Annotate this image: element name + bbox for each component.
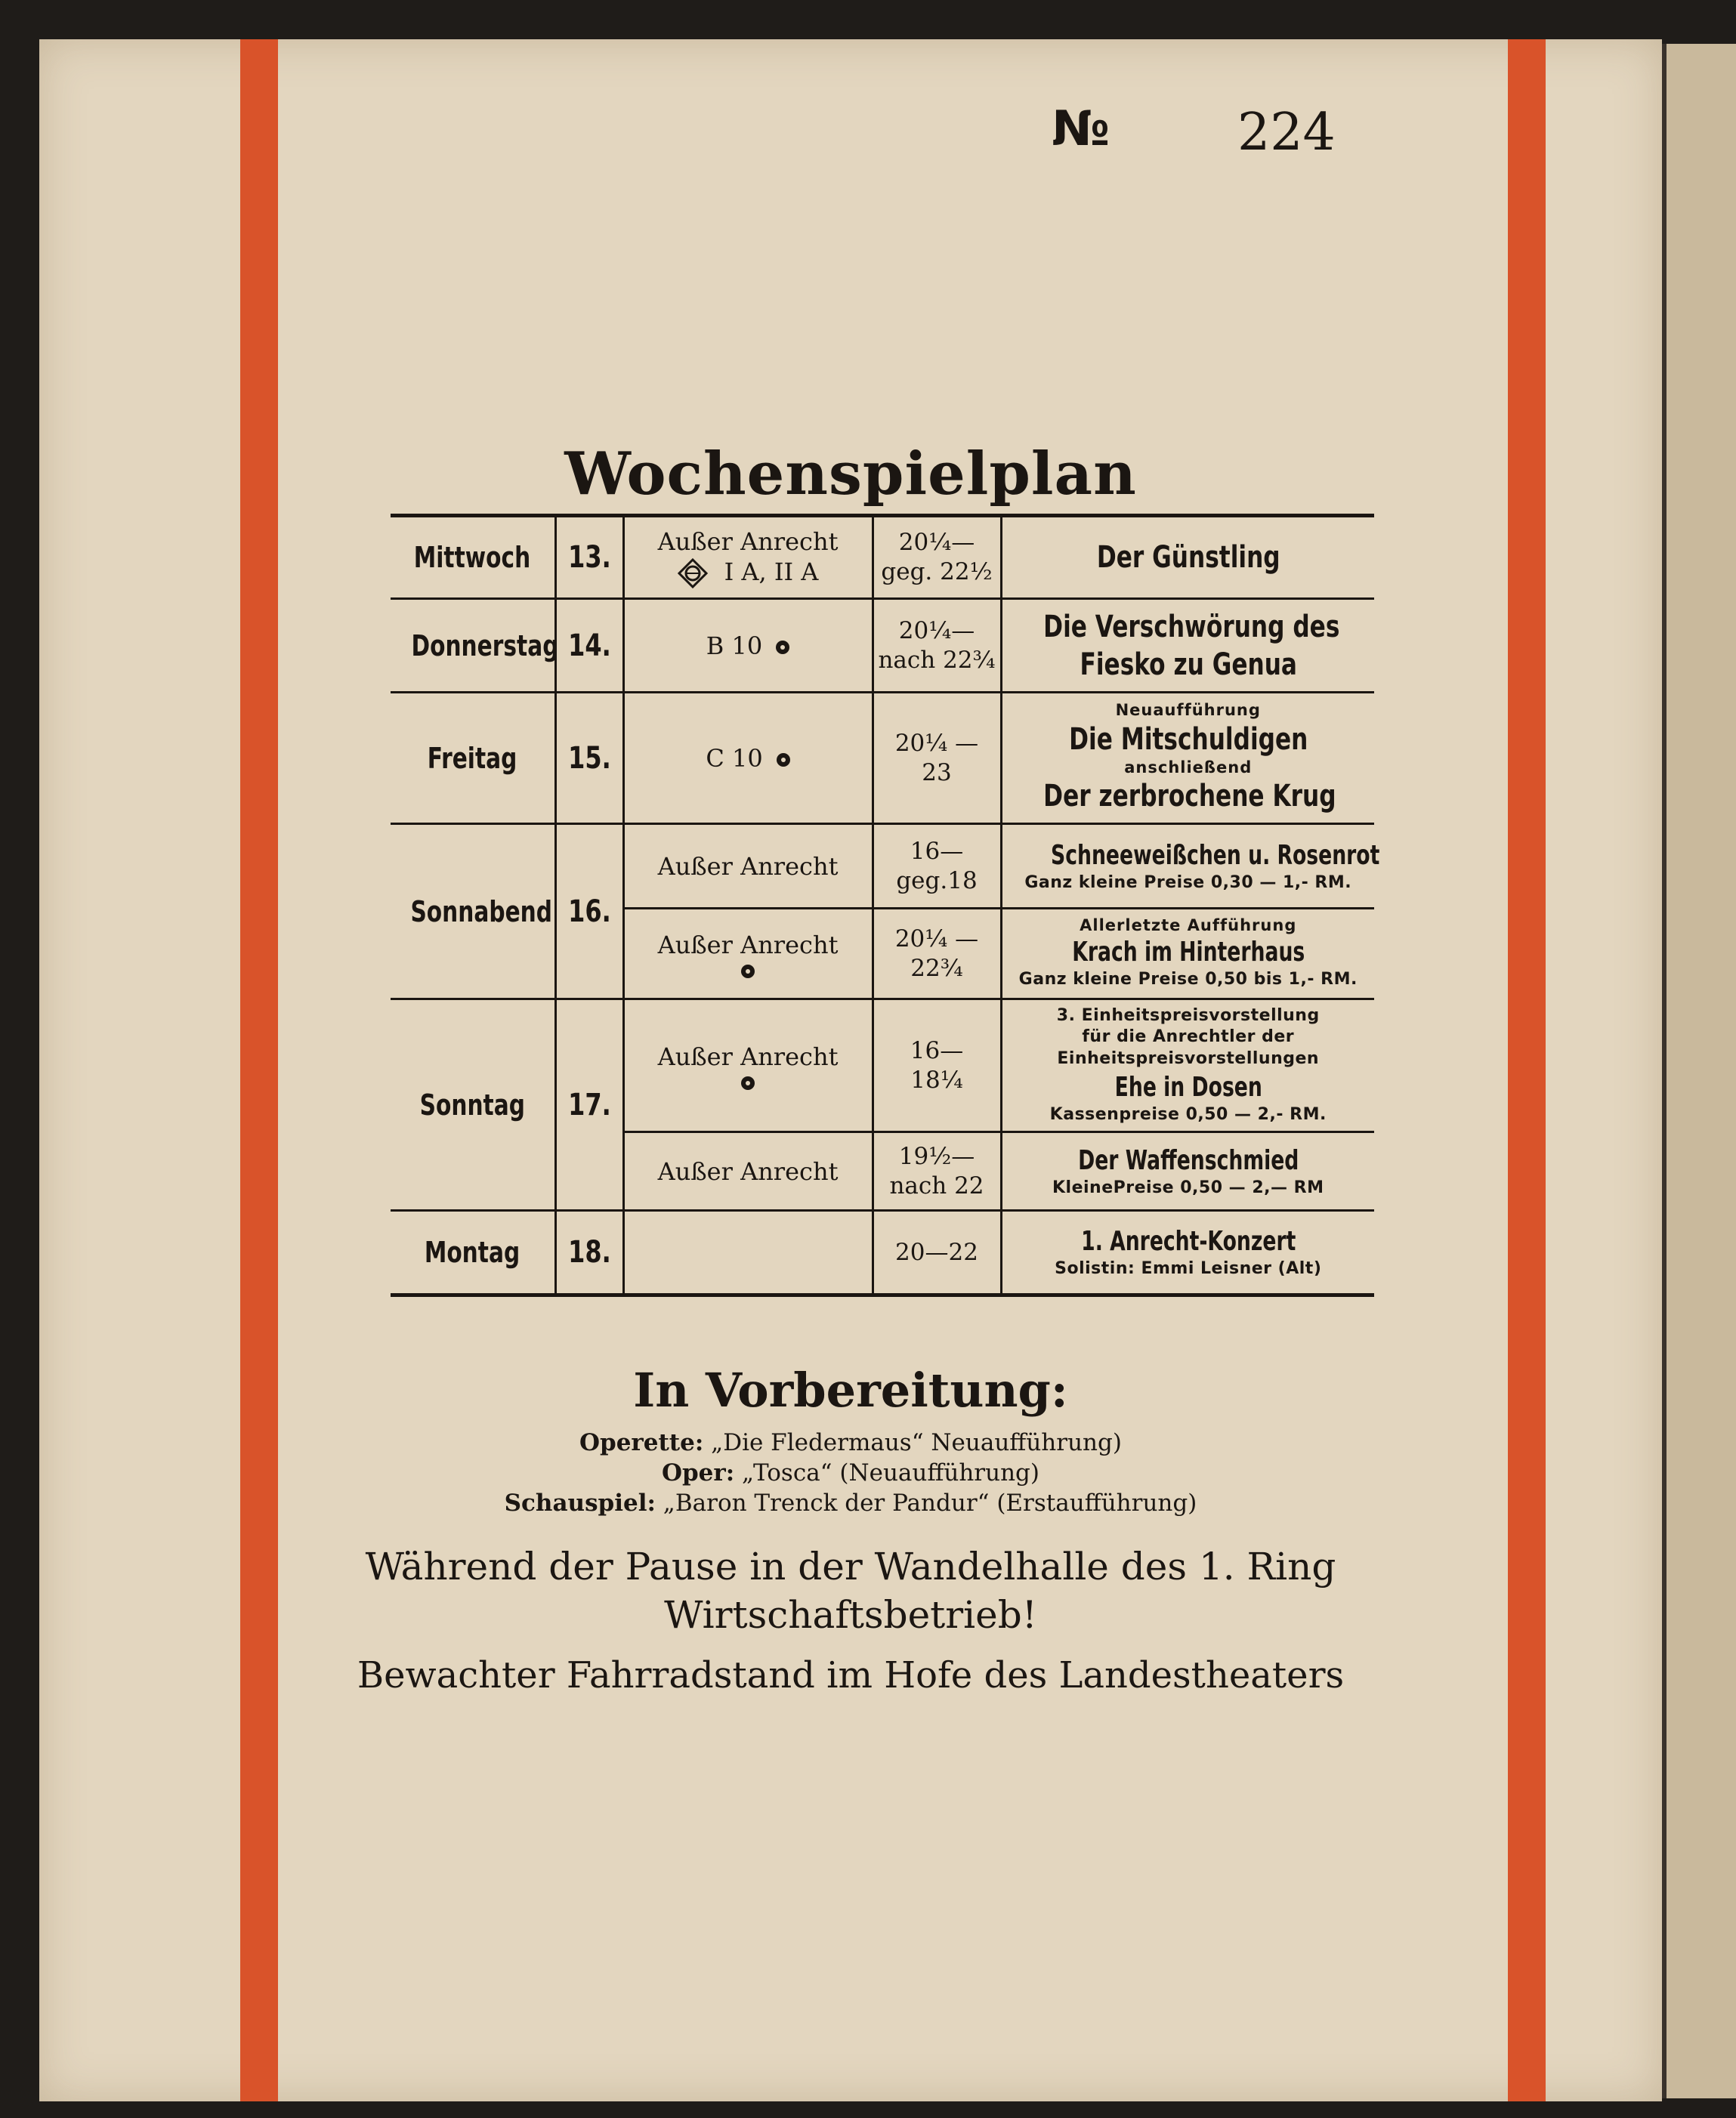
- subscription-cell: [623, 909, 873, 999]
- time-cell: [873, 909, 1001, 999]
- preparation-heading: In Vorbereitung:: [633, 1363, 1068, 1418]
- time-cell: [873, 824, 1001, 909]
- time-start: 20¼ —: [894, 729, 979, 757]
- list-item: [39, 1488, 1662, 1518]
- play-note-2: für die Anrechtler der: [1082, 1027, 1295, 1047]
- play-note-3: Einheitspreisvorstellungen: [1057, 1049, 1320, 1068]
- table-row: [391, 999, 1374, 1132]
- play-title: Schneeweißchen u. Rosenrot: [1050, 839, 1379, 871]
- ticket-prices: KleinePreise 0,50 — 2,— RM: [1052, 1178, 1324, 1197]
- program-cell: [1001, 909, 1374, 999]
- day-name: Montag: [425, 1236, 520, 1269]
- concert-title: 1. Anrecht-Konzert: [1080, 1226, 1296, 1258]
- play-title: Ehe in Dosen: [1114, 1071, 1262, 1103]
- subscription-text: Außer Anrecht: [657, 1042, 839, 1071]
- time-end: 23: [922, 758, 952, 786]
- time-range: 20—22: [895, 1238, 978, 1266]
- play-note: 3. Einheitspreisvorstellung: [1056, 1005, 1320, 1025]
- time-start: 16—: [910, 1036, 964, 1064]
- work-title: „Baron Trenck der Pandur“ (Erstaufführung): [663, 1490, 1197, 1517]
- genre-label: Schauspiel:: [504, 1490, 656, 1517]
- time-start: 20¼—: [898, 529, 975, 557]
- subscription-cell: [623, 1132, 873, 1211]
- day-cell: [391, 693, 555, 824]
- time-end: 18¼: [910, 1066, 963, 1094]
- day-name: Freitag: [427, 741, 517, 775]
- day-name: Donnerstag: [411, 628, 559, 662]
- next-page-edge: [1662, 44, 1736, 2098]
- notice-line-1: Während der Pause in der Wandelhalle des 1. Ring: [365, 1545, 1336, 1588]
- day-date: 17.: [567, 1087, 611, 1122]
- time-cell: [873, 516, 1001, 599]
- time-cell: [873, 1211, 1001, 1295]
- left-orange-stripe: [240, 39, 278, 2101]
- date-cell: [555, 824, 623, 999]
- day-cell: [391, 599, 559, 693]
- table-row: [391, 824, 1374, 909]
- program-cell: [1001, 1132, 1374, 1211]
- notice-line-2: Wirtschaftsbetrieb!: [664, 1593, 1037, 1637]
- program-cell: [1001, 824, 1379, 909]
- number-sign: №: [1052, 101, 1111, 157]
- ticket-prices: Ganz kleine Preise 0,30 — 1,- RM.: [1024, 872, 1352, 892]
- day-cell: [391, 824, 555, 999]
- bicycle-notice: Bewachter Fahrradstand im Hofe des Landestheaters: [357, 1654, 1345, 1697]
- list-item: [39, 1428, 1662, 1458]
- day-name: Sonnabend: [410, 894, 553, 928]
- page-number: 224: [1237, 103, 1336, 162]
- genre-label: Operette:: [579, 1429, 704, 1456]
- time-start: 20¼ —: [894, 925, 979, 952]
- day-date: 15.: [567, 740, 611, 776]
- subscription-text: B 10: [706, 631, 763, 660]
- table-row: [391, 1211, 1374, 1295]
- subscription-cell: [623, 999, 873, 1132]
- marker-dot-icon: [741, 965, 755, 978]
- play-title-1: Die Mitschuldigen: [1068, 721, 1308, 757]
- table-row: [391, 599, 1374, 693]
- program-cell: [1001, 1211, 1374, 1295]
- subscription-cell: [623, 693, 873, 824]
- day-date: 16.: [567, 894, 611, 929]
- marker-dot-icon: [776, 641, 789, 654]
- program-cell: [1001, 999, 1374, 1132]
- time-end: nach 22¾: [878, 646, 996, 674]
- work-title: „Die Fledermaus“ Neuaufführung): [711, 1429, 1122, 1456]
- play-title-2: Der zerbrochene Krug: [1043, 778, 1336, 814]
- day-date: 14.: [567, 628, 611, 663]
- play-title-line-2: Fiesko zu Genua: [1080, 647, 1297, 682]
- marker-dot-icon: [741, 1076, 755, 1090]
- date-cell: [555, 999, 623, 1211]
- day-date: 18.: [567, 1235, 611, 1270]
- day-cell: [391, 1211, 555, 1295]
- work-title: „Tosca“ (Neuaufführung): [742, 1459, 1039, 1487]
- subscription-text: Außer Anrecht: [657, 526, 839, 556]
- program-cell: [1001, 516, 1374, 599]
- day-name: Mittwoch: [414, 541, 531, 574]
- subscription-text: Außer Anrecht: [657, 851, 839, 881]
- day-name: Sonntag: [419, 1088, 525, 1122]
- intermission-notice: [39, 1542, 1662, 1639]
- time-cell: [873, 999, 1001, 1132]
- time-end: nach 22: [889, 1172, 984, 1199]
- day-cell: [391, 999, 555, 1211]
- table-row: [391, 516, 1374, 599]
- subscription-group-text: I A, II A: [724, 557, 819, 586]
- date-cell: [555, 1211, 623, 1295]
- play-note-2: anschließend: [1124, 758, 1253, 776]
- weekly-schedule-table: [391, 514, 1379, 1297]
- program-cell: [1001, 599, 1374, 693]
- day-cell: [391, 516, 555, 599]
- play-title: Der Waffenschmied: [1077, 1144, 1299, 1176]
- play-title-line-1: Die Verschwörung des: [1043, 609, 1339, 644]
- subscription-text: Außer Anrecht: [657, 1156, 839, 1186]
- play-title: Krach im Hinterhaus: [1071, 937, 1305, 968]
- date-cell: [555, 693, 623, 824]
- subscription-cell: [623, 1211, 873, 1295]
- soloist: Solistin: Emmi Leisner (Alt): [1055, 1259, 1322, 1279]
- time-range: 16—geg.18: [896, 837, 978, 894]
- genre-label: Oper:: [661, 1459, 735, 1487]
- date-cell: [555, 516, 623, 599]
- preparation-list: [39, 1428, 1662, 1518]
- time-start: 20¼—: [898, 616, 975, 644]
- date-cell: [555, 599, 623, 693]
- subscription-groups: [625, 557, 872, 589]
- subscription-cell: [623, 599, 873, 693]
- ticket-prices: Kassenpreise 0,50 — 2,- RM.: [1049, 1104, 1327, 1124]
- subscription-text: C 10: [706, 743, 763, 773]
- program-page: [39, 39, 1662, 2101]
- ticket-prices: Ganz kleine Preise 0,50 bis 1,- RM.: [1018, 970, 1358, 990]
- play-title: Der Günstling: [1096, 540, 1280, 575]
- page-title: Wochenspielplan: [564, 440, 1137, 508]
- time-start: 19½—: [898, 1142, 975, 1170]
- table-row: [391, 693, 1374, 824]
- play-note: Allerletzte Aufführung: [1080, 916, 1297, 935]
- marker-dot-icon: [777, 753, 790, 767]
- subscription-cell: [623, 516, 873, 599]
- play-note: Neuaufführung: [1115, 701, 1261, 720]
- subscription-text: Außer Anrecht: [657, 930, 839, 959]
- list-item: [39, 1458, 1662, 1488]
- emblem-icon: [678, 558, 708, 588]
- time-end: 22¾: [910, 954, 963, 982]
- time-cell: [873, 599, 1001, 693]
- right-orange-stripe: [1508, 39, 1546, 2101]
- program-cell: [1001, 693, 1374, 824]
- subscription-cell: [623, 824, 873, 909]
- time-end: geg. 22½: [881, 558, 993, 585]
- day-date: 13.: [567, 540, 611, 575]
- time-cell: [873, 1132, 1001, 1211]
- time-cell: [873, 693, 1001, 824]
